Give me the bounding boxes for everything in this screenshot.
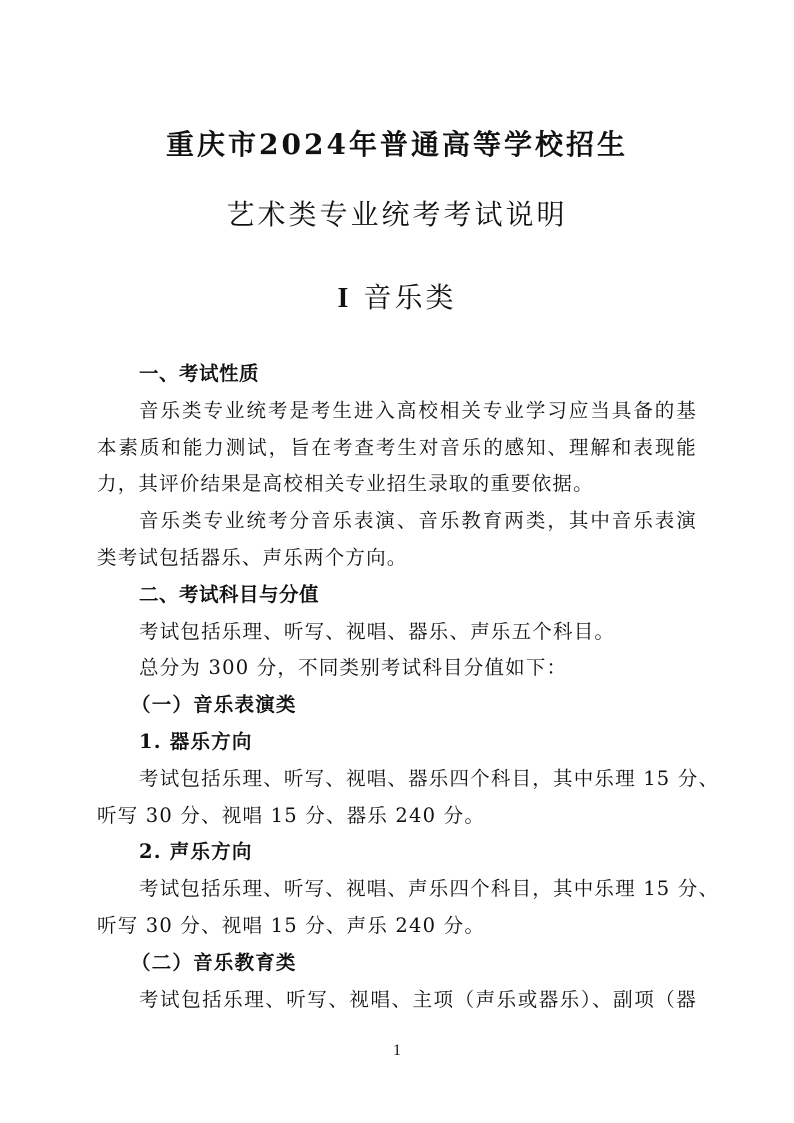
paragraph-line: 本素质和能力测试，旨在考查考生对音乐的感知、理解和表现能	[97, 435, 697, 459]
paragraph-line: 考试包括乐理、听写、视唱、声乐四个科目，其中乐理 15 分、	[139, 877, 720, 901]
page-number: 1	[393, 1042, 401, 1059]
document-title-line-2: 艺术类专业统考考试说明	[226, 198, 568, 231]
paragraph-line: 音乐类专业统考分音乐表演、音乐教育两类，其中音乐表演	[139, 509, 697, 533]
heading-exam-nature: 一、考试性质	[139, 362, 260, 385]
section-roman-numeral: I	[337, 283, 352, 314]
paragraph-line: 听写 30 分、视唱 15 分、声乐 240 分。	[97, 913, 486, 937]
document-body	[97, 356, 720, 1018]
section-title-text: 音乐类	[363, 281, 457, 314]
paragraph-line: 类考试包括器乐、声乐两个方向。	[97, 545, 408, 569]
paragraph-line: 听写 30 分、视唱 15 分、器乐 240 分。	[97, 803, 486, 827]
paragraph-line: 总分为 300 分，不同类别考试科目分值如下：	[139, 656, 568, 680]
document-title-line-1: 重庆市2024年普通高等学校招生	[166, 128, 628, 161]
paragraph-line: 考试包括乐理、听写、视唱、主项（声乐或器乐）、副项（器	[139, 987, 697, 1011]
paragraph-line: 力，其评价结果是高校相关专业招生录取的重要依据。	[97, 472, 594, 496]
section-title	[0, 280, 794, 317]
paragraph-line: 考试包括乐理、听写、视唱、器乐四个科目，其中乐理 15 分、	[139, 766, 720, 790]
heading-exam-subjects: 二、考试科目与分值	[139, 582, 320, 606]
item-heading-instrumental: 1. 器乐方向	[139, 729, 253, 753]
paragraph-line: 考试包括乐理、听写、视唱、器乐、声乐五个科目。	[139, 619, 616, 643]
paragraph-line: 音乐类专业统考是考生进入高校相关专业学习应当具备的基	[139, 398, 697, 422]
subheading-education: （二）音乐教育类	[131, 950, 297, 974]
item-heading-vocal: 2. 声乐方向	[139, 840, 253, 864]
subheading-performance: （一）音乐表演类	[131, 693, 297, 717]
